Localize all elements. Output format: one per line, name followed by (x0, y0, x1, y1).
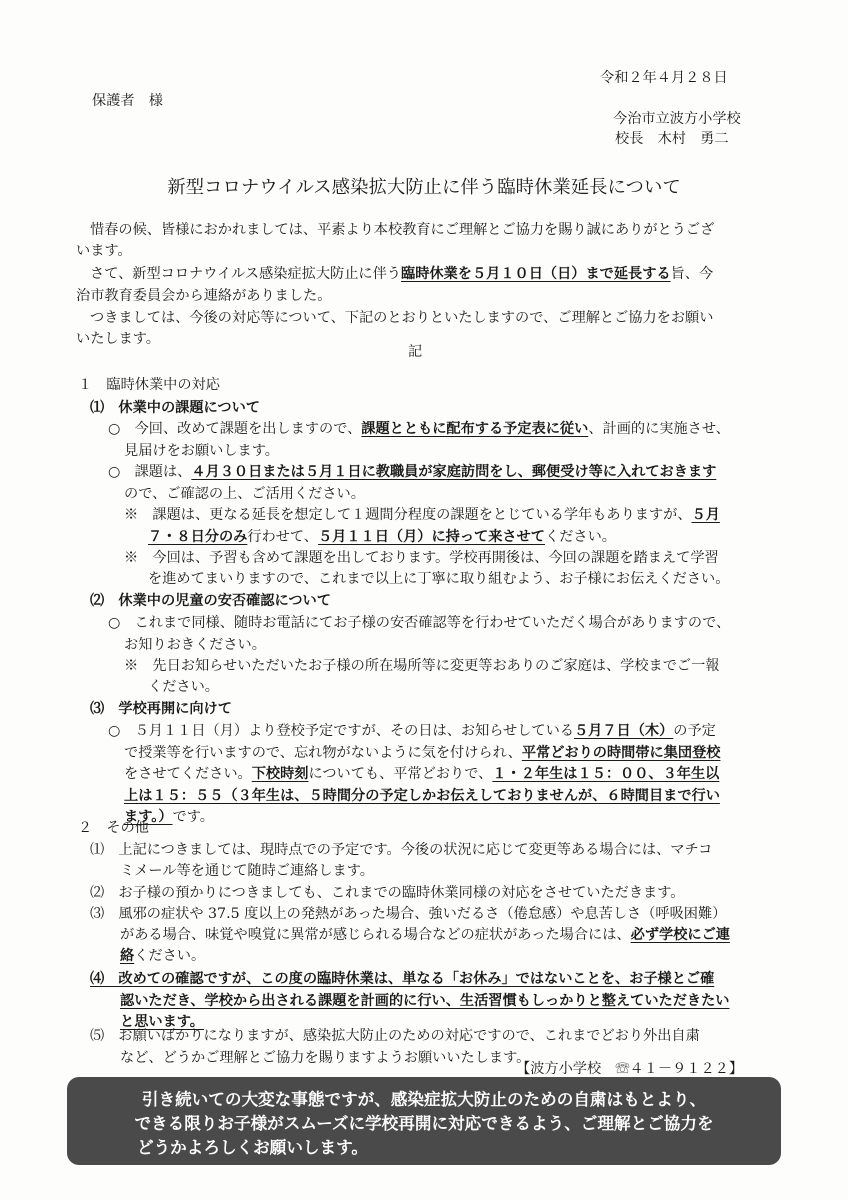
banner-line2: できる限りお子様がスムーズに学校再開に対応できるよう、ご理解とご協力を (134, 1114, 714, 1133)
principal-name: 校長 木村 勇二 (615, 131, 729, 147)
s2-item3-line1: ⑶ 風邪の症状や 37.5 度以上の発熱があった場合、強いだるさ（倦怠感）や息苦しさ（呼吸困難） (90, 906, 727, 922)
section-1-heading: １ 臨時休業中の対応 (78, 377, 220, 393)
schedule-date: ５月７日（木） (573, 723, 674, 739)
intro-p3-line1: つきましては、今後の対応等について、下記のとおりといたしますので、ご理解とご協力をお願い (90, 310, 714, 326)
sub2-heading: ⑵ 休業中の児童の安否確認について (90, 593, 331, 609)
submission-date: ５月１１日（月）に持って来させて (317, 529, 545, 545)
sub3-line1 (108, 721, 716, 741)
page-title: 新型コロナウイルス感染拡大防止に伴う臨時休業延長について (167, 177, 681, 198)
s2-item4-line3: と思います。 (120, 1014, 204, 1030)
sub3-text-l3c: についても、平常どおりで、 (308, 766, 493, 782)
dismissal-time-label: 下校時刻 (251, 766, 309, 782)
s2-item3-line2 (120, 925, 730, 945)
banner-line1: 引き続いての大変な事態ですが、感染症拡大防止のための自粛はもとより、 (141, 1090, 707, 1109)
s2-item1-line1: ⑴ 上記につきましては、現時点での予定です。今後の状況に応じて変更等ある場合には、マチコ (90, 842, 713, 858)
sub3-text-a: ○ ５月１１日（月）より登校予定ですが、その日は、お知らせしている (108, 723, 574, 739)
sub1-item2-line1 (108, 462, 716, 482)
addressee: 保護者 様 (92, 93, 163, 109)
section-2-heading: ２ その他 (78, 820, 149, 836)
s2-item4-line2: 認いただき、学校から出される課題を計画的に行い、生活習慣もしっかりと整えていただきたい (120, 993, 730, 1009)
s2-item1-line2: ミメール等を通じて随時ご連絡します。 (120, 863, 374, 879)
sub1-item2-text-a: ○ 課題は、 (108, 464, 192, 480)
sub3-text-c: の予定 (673, 723, 716, 739)
sub1-note1-date-a: ５月 (691, 507, 720, 523)
intro-p2-text-a: さて、新型コロナウイルス感染症拡大防止に伴う (90, 266, 401, 282)
sub3-text-l3a: をさせてください。 (124, 766, 252, 782)
s2-item5-line1: ⑸ お願いばかりになりますが、感染拡大防止のための対応ですので、これまでどおり外出自粛 (90, 1028, 700, 1044)
sub3-line4: 上は１５：５５（３年生は、５時間分の予定しかお伝えしておりませんが、６時間目まで行い (124, 788, 720, 804)
sub1-note1-text-d: ください。 (545, 529, 616, 545)
sub3-text-l5b: です。 (172, 809, 214, 825)
dismissal-times: １・２年生は１５：００、３年生以 (492, 766, 720, 782)
letter-date: 令和２年４月２８日 (600, 70, 728, 86)
s2-item3-line3 (120, 946, 205, 966)
s2-item3-text-a: がある場合、味覚や嗅覚に異常が感じられる場合などの症状があった場合には、 (120, 927, 631, 943)
sub1-heading: ⑴ 休業中の課題について (90, 400, 260, 416)
sub1-note1-line2 (148, 527, 616, 547)
sub1-item1-line2: 見届けをお願いします。 (124, 443, 279, 459)
sub1-item1-text-a: ○ 今回、改めて課題を出しますので、 (108, 421, 362, 437)
sub1-note1-text-b: 行わせて、 (247, 529, 318, 545)
intro-p1-line2: います。 (76, 243, 132, 259)
sub3-line3 (124, 764, 719, 784)
s2-item3-text-d: ください。 (134, 948, 206, 964)
contact-school-notice: 必ず学校にご連 (630, 927, 730, 943)
sub2-item1-line1: ○ これまで同様、随時お電話にてお子様の安否確認等を行わせていただく場合がありますので、 (108, 615, 731, 631)
sub3-text-l2a: で授業等を行いますので、忘れ物がないように気を付けられ、 (124, 745, 522, 761)
sub1-note2-line2: を進めてまいりますので、これまで以上に丁寧に取り組むよう、お子様にお伝えください。 (148, 571, 730, 587)
intro-p2-text-c: 旨、今 (670, 266, 714, 282)
s2-item5-line2: など、どうかご理解とご協力を賜りますようお願いいたします。 (120, 1050, 531, 1066)
sub2-note1-line1: ※ 先日お知らせいただいたお子様の所在場所等に変更等おありのご家庭は、学校までご一報 (124, 658, 720, 674)
ki-mark: 記 (408, 344, 423, 360)
sub1-item2-line2: ので、ご確認の上、ご活用ください。 (124, 486, 365, 502)
schedule-instruction: 課題とともに配布する予定表に従い (361, 421, 589, 437)
sub1-note2-line1: ※ 今回は、予習も含めて課題を出しております。学校再開後は、今回の課題を踏まえて学習 (124, 550, 719, 566)
sub1-item1-text-c: 、計画的に実施させ、 (588, 421, 730, 437)
sub1-note1-text-a: ※ 課題は、更なる延長を想定して１週間分程度の課題をとじている学年もありますが、 (124, 507, 692, 523)
school-name: 今治市立波方小学校 (613, 111, 741, 127)
school-contact: 【波方小学校 ☏４１－９１２２】 (516, 1061, 744, 1077)
sub1-item1-line1 (108, 419, 730, 439)
intro-p2-line2: 治市教育委員会から連絡がありました。 (76, 288, 332, 304)
group-attendance-notice: 平常どおりの時間帯に集団登校 (521, 745, 721, 761)
s2-item3-text-c: 絡 (120, 948, 135, 964)
intro-p2-line1 (90, 264, 713, 284)
sub3-heading: ⑶ 学校再開に向けて (90, 701, 232, 717)
home-visit-notice: ４月３０日または５月１日に教職員が家庭訪問をし、郵便受け等に入れておきます (191, 464, 717, 480)
intro-p3-line2: いたします。 (76, 331, 160, 347)
sub2-note1-line2: ください。 (148, 679, 219, 695)
sub3-line2 (124, 743, 720, 763)
s2-item2: ⑵ お子様の預かりにつきましても、これまでの臨時休業同様の対応をさせていただきます。 (90, 885, 685, 901)
intro-p1-line1: 惜春の候、皆様におかれましては、平素より本校教育にご理解とご協力を賜り誠にありがとうござ (90, 222, 715, 238)
sub1-note1-line1 (124, 505, 720, 525)
sub3-text-l5a: ます。） (124, 809, 173, 825)
banner-line3: どうかよろしくお願いします。 (137, 1138, 368, 1157)
closing-banner (67, 1077, 781, 1165)
closure-extension-notice: 臨時休業を５月１０日（日）まで延長する (401, 266, 671, 282)
s2-item4-line1: ⑷ 改めての確認ですが、この度の臨時休業は、単なる「お休み」ではないことを、お子様とご確 (90, 971, 715, 987)
sub2-item1-line2: お知りおきください。 (124, 637, 266, 653)
sub1-note1-date-b: ７・８日分のみ (148, 529, 248, 545)
